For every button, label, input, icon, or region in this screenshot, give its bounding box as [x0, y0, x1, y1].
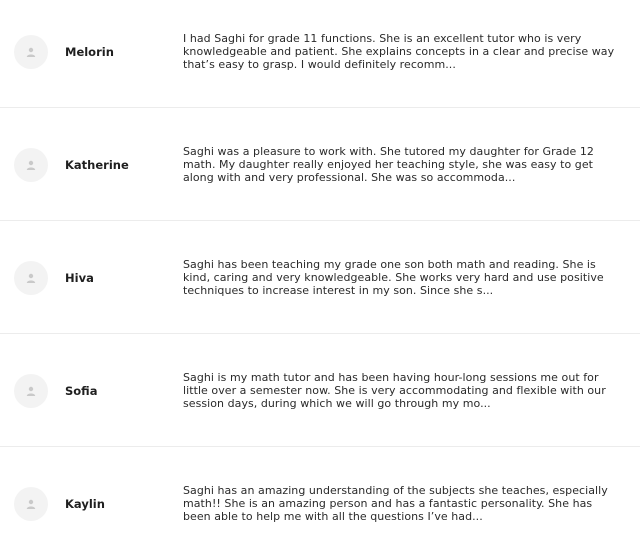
user-icon — [26, 499, 36, 509]
review-text: Saghi was a pleasure to work with. She tutored my daughter for Grade 12 math. My daughter really enjoyed her teaching style, she was easy to get along with and very professional. She was so accommoda... — [183, 145, 594, 184]
reviewer-name: Melorin — [65, 45, 114, 59]
review-item — [0, 335, 640, 447]
avatar — [14, 261, 48, 295]
user-icon — [26, 160, 36, 170]
reviewer-name: Sofia — [65, 384, 98, 398]
user-icon — [26, 273, 36, 283]
review-text: Saghi has an amazing understanding of the subjects she teaches, especially math!! She is an amazing person and has a fantastic personality. She has been able to help me with all the questions I’ve had... — [183, 484, 608, 523]
review-text: Saghi is my math tutor and has been having hour-long sessions me out for little over a semester now. She is very accommodating and flexible with our session days, during which we will go through my mo... — [183, 371, 606, 410]
avatar — [14, 35, 48, 69]
user-icon — [26, 386, 36, 396]
reviewer-name: Katherine — [65, 158, 129, 172]
avatar — [14, 487, 48, 521]
review-text: I had Saghi for grade 11 functions. She is an excellent tutor who is very knowledgeable and patient. She explains concepts in a clear and precise way that’s easy to grasp. I would definitely recomm... — [183, 32, 615, 71]
reviewer-name: Hiva — [65, 271, 94, 285]
review-item — [0, 222, 640, 334]
reviewer-name: Kaylin — [65, 497, 105, 511]
user-icon — [26, 47, 36, 57]
review-item — [0, 0, 640, 108]
review-item — [0, 448, 640, 551]
avatar — [14, 374, 48, 408]
review-text: Saghi has been teaching my grade one son both math and reading. She is kind, caring and very knowledgeable. She works very hard and use positive techniques to increase interest in my son. Since she s... — [183, 258, 604, 297]
review-item — [0, 109, 640, 221]
avatar — [14, 148, 48, 182]
